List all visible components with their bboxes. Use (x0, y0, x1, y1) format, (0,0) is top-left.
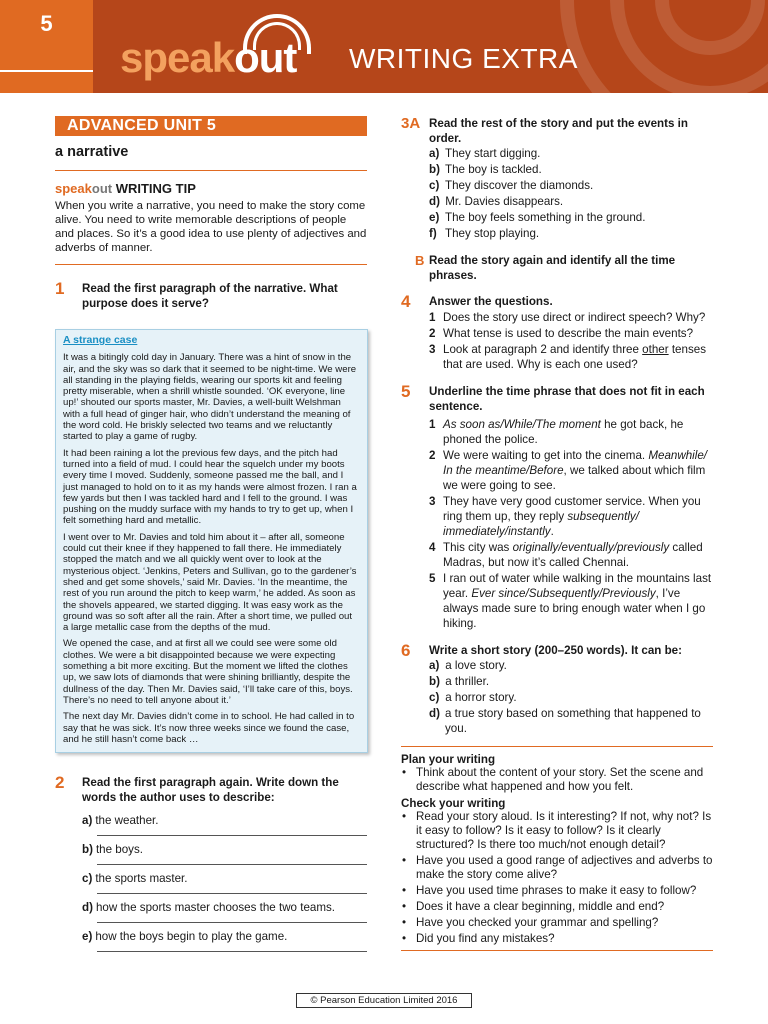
list-item (429, 658, 713, 674)
question-number: 5 (401, 382, 411, 401)
item-text-pre: I ran out of water while walking in the mountains last year. (443, 572, 712, 600)
copyright-footer: © Pearson Education Limited 2016 (296, 993, 472, 1008)
item-text: the sports master. (95, 872, 188, 886)
tip-logo-out: out (91, 181, 113, 196)
list-item (429, 146, 713, 162)
story-paragraph: We opened the case, and at first all we could see were some old clothes. We were a bit disappointed because we were expecting something a bit more exciting. But the moment we lifted the clothes up, we saw lots of diamonds that were shining brilliantly, despite the dullness of the day. Then Mr. Davies said, ‘I’ll take care of this, boys. There’s no need to tell anyone about it.’ (63, 638, 353, 706)
question-number: 4 (401, 292, 411, 311)
item-text: a horror story. (445, 691, 517, 704)
story-paragraph: It had been raining a lot the previous few days, and the pitch had turned into a field of mud. I could hear the squelch under my boots every time I moved. Suddenly, someone passed me the ball, and I just managed to hold on to it as my hands were almost frozen. I ran a few yards but then I was tackled hard and I fell to the ground. I was pushing on the muddy surface with my hands to try to get up, when I felt something hard and metallic. (63, 447, 357, 527)
answer-line-item (82, 901, 367, 921)
underlined-word: other (642, 343, 669, 356)
question-number: 3A (401, 115, 421, 132)
item-text-a: , we talked about which film we were going to see. (443, 464, 706, 492)
item-text: a true story based on something that happened to you. (445, 707, 701, 735)
item-text-a: , I’ve always made sure to bring enough water when I go hiking. (443, 587, 706, 630)
item-text: They stop playing. (445, 227, 540, 240)
answer-line-item (82, 930, 367, 950)
unit-title: ADVANCED UNIT 5 (55, 116, 367, 136)
item-text-a: called Madras, but now it’s called Chennai. (443, 541, 703, 569)
bullet-text: Does it have a clear beginning, middle and end? (416, 900, 665, 913)
item-text: They start digging. (445, 147, 541, 160)
question-3a (401, 116, 713, 146)
check-heading: Check your writing (401, 797, 506, 810)
list-item (429, 326, 713, 341)
item-letter: b) (429, 675, 440, 688)
list-item (429, 540, 713, 570)
bullet-item (401, 854, 713, 882)
item-text-b: tenses that are used. Why is each one used? (443, 343, 706, 371)
story-paragraph: It was a bitingly cold day in January. There was a hint of snow in the air, and the sky was so dark that it seemed to be night-time. We were all standing in the playing fields, wearing our sports kit and feeling pretty miserable, when a shrill whistle sounded. ‘OK everyone, line up!’ shouted our sports master, Mr. Davies, a well-built Welshman with a full head of ginger hair, who didn’t understand the meaning of the word cold. He briskly selected two teams and we reluctantly started to play a game of rugby. (63, 352, 357, 443)
answer-line-item (82, 843, 367, 863)
tip-logo-speak: speak (55, 181, 92, 196)
item-text-pre: They have very good customer service. When you ring them up, they reply (443, 495, 701, 523)
question-6 (401, 643, 713, 658)
item-text: the weather. (95, 814, 159, 828)
time-phrase-options[interactable]: As soon as/While/The moment (443, 418, 601, 431)
plan-heading: Plan your writing (401, 753, 496, 766)
list-item (429, 690, 713, 706)
bullet-text: Read your story aloud. Is it interesting? If not, why not? Is it easy to follow? Is it easy to follow? Is it clearly structured? Is there too much/not enough detail? (416, 810, 712, 851)
item-text: a love story. (445, 659, 507, 672)
list-item (429, 706, 713, 736)
logo-speak: speak (120, 34, 235, 81)
item-text (443, 342, 713, 372)
answer-line[interactable] (97, 922, 367, 923)
item-text: how the boys begin to play the game. (95, 930, 288, 944)
bullet-text: Have you used time phrases to make it easy to follow? (416, 884, 697, 897)
time-phrase-options[interactable]: Ever since/Subsequently/Previously (471, 587, 656, 600)
item-letter: c) (429, 179, 440, 192)
page-header (0, 0, 768, 93)
list-item (429, 494, 713, 539)
question-text: Answer the questions. (429, 295, 553, 308)
question-text: Read the first paragraph again. Write down the words the author uses to describe: (82, 776, 339, 805)
answer-line-item (82, 814, 367, 834)
item-text-a: he got back, he phoned the police. (443, 418, 684, 446)
item-letter: a) (82, 814, 93, 828)
item-text (443, 571, 713, 631)
list-item (429, 226, 713, 242)
item-text-pre: This city was (443, 541, 513, 554)
story-paragraph: The next day Mr. Davies didn’t come in to school. He had called in to say that he was sick. It’s now three weeks since we found the case, and he still hasn’t come back … (63, 711, 355, 745)
item-letter: e) (429, 211, 440, 224)
time-phrase-options[interactable]: originally/eventually/previously (512, 541, 670, 554)
item-letter: c) (82, 872, 93, 886)
item-number: 4 (429, 541, 436, 554)
bullet-icon: • (402, 766, 407, 779)
bullet-icon: • (402, 810, 407, 823)
item-number: 5 (429, 572, 436, 585)
speakout-logo (120, 34, 296, 82)
item-text: the boys. (95, 843, 144, 857)
item-text: Does the story use direct or indirect speech? Why? (443, 311, 706, 324)
item-letter: b) (82, 843, 93, 857)
item-text (443, 417, 713, 447)
item-letter: f) (429, 227, 437, 240)
bullet-text: Did you find any mistakes? (416, 932, 555, 945)
item-letter: d) (82, 901, 93, 915)
bullet-icon: • (402, 916, 407, 929)
answer-line-item (82, 872, 367, 892)
logo-out: out (234, 34, 297, 81)
item-text-a: . (550, 525, 554, 538)
list-item (429, 310, 713, 325)
question-2 (55, 775, 367, 805)
item-number: 3 (429, 343, 436, 356)
question-number: 6 (401, 641, 411, 660)
item-text (443, 494, 713, 539)
list-item (429, 674, 713, 690)
time-phrase-options[interactable]: subsequently/ immediately/instantly (443, 510, 639, 538)
right-column (401, 116, 713, 951)
question-text: Write a short story (200–250 words). It can be: (429, 644, 682, 657)
list-item (429, 417, 713, 447)
section-title: WRITING EXTRA (349, 43, 578, 74)
question-number: 1 (55, 279, 65, 298)
bullet-icon: • (402, 900, 407, 913)
writing-tip-text: When you write a narrative, you need to make the story come alive. You need to write memorable descriptions of people and places. So it’s a good idea to use plenty of adjectives and adverbs of manner. (55, 199, 367, 265)
list-item (429, 194, 713, 210)
item-text: What tense is used to describe the main events? (443, 327, 694, 340)
item-number: 1 (429, 311, 436, 324)
item-text-a: Look at paragraph 2 and identify three (443, 343, 643, 356)
genre-subtitle: a narrative (55, 144, 129, 160)
bullet-item (401, 810, 713, 852)
bullet-item (401, 900, 713, 914)
list-item (429, 342, 713, 372)
question-text: Read the first paragraph of the narrative. What purpose does it serve? (82, 282, 338, 310)
item-number: 3 (429, 495, 436, 508)
left-column (55, 116, 367, 950)
plan-box (401, 746, 713, 951)
answer-line[interactable] (97, 864, 367, 865)
item-number: 2 (429, 327, 436, 340)
time-phrase-options[interactable]: Meanwhile/ In the meantime/Before (443, 449, 708, 477)
item-text (443, 448, 713, 493)
story-paragraph: I went over to Mr. Davies and told him about it – after all, someone could cut their knee if they happened to fall there. He immediately stopped the match and we all quickly went over to look at the mysterious object. ‘Jenkins, Peters and Sullivan, go to the gardener’s shed and get some shovels,’ said Mr. Davies. ‘In the meantime, the rest of you run around the pitch to keep warm,’ he added. As soon as the shovels appeared, we started digging. It was easy work as the ground was so soft after all the rain. After a short time, we pulled out a large metallic case from the depths of the mud. (63, 531, 357, 634)
question-text: Read the rest of the story and put the events in order. (429, 117, 688, 145)
list-item (429, 448, 713, 493)
bullet-item (401, 916, 713, 930)
list-item (429, 571, 713, 631)
bullet-item (401, 884, 713, 898)
bullet-icon: • (402, 932, 407, 945)
question-3b (401, 253, 713, 283)
item-text: a thriller. (445, 675, 490, 688)
bullet-item (401, 766, 713, 794)
item-text (443, 540, 713, 570)
question-1 (55, 281, 367, 311)
item-number: 2 (429, 449, 436, 462)
plan-bottom-rule (401, 950, 713, 951)
bullet-icon: • (402, 854, 407, 867)
item-number: 1 (429, 418, 436, 431)
question-text: Underline the time phrase that does not fit in each sentence. (429, 385, 705, 413)
item-letter: d) (429, 195, 440, 208)
bullet-text: Have you checked your grammar and spelling? (416, 916, 659, 929)
answer-line[interactable] (97, 951, 367, 952)
item-text: The boy is tackled. (445, 163, 542, 176)
item-text: Mr. Davies disappears. (445, 195, 564, 208)
unit-number: 5 (0, 0, 93, 72)
question-number: B (415, 253, 425, 268)
item-letter: e) (82, 930, 93, 944)
tip-title: WRITING TIP (115, 181, 196, 196)
item-text-pre: We were waiting to get into the cinema. (443, 449, 649, 462)
story-box (55, 329, 368, 753)
item-letter: a) (429, 147, 440, 160)
question-text: Read the story again and identify all the time phrases. (429, 254, 676, 282)
question-5 (401, 384, 713, 414)
list-item (429, 162, 713, 178)
item-letter: d) (429, 707, 440, 720)
item-text: The boy feels something in the ground. (445, 211, 646, 224)
item-text: They discover the diamonds. (445, 179, 594, 192)
bullet-item (401, 932, 713, 946)
bullet-icon: • (402, 884, 407, 897)
story-title: A strange case (63, 334, 138, 346)
bullet-text: Think about the content of your story. Set the scene and describe what happened and how you felt. (416, 766, 704, 793)
item-text: how the sports master chooses the two teams. (95, 901, 336, 915)
writing-tip-heading (55, 170, 367, 196)
item-letter: a) (429, 659, 440, 672)
answer-line[interactable] (97, 835, 367, 836)
question-number: 2 (55, 773, 65, 793)
question-4 (401, 294, 713, 309)
unit-number-block (0, 0, 93, 93)
list-item (429, 178, 713, 194)
bullet-text: Have you used a good range of adjectives and adverbs to make the story come alive? (416, 854, 713, 881)
list-item (429, 210, 713, 226)
item-letter: b) (429, 163, 440, 176)
answer-line[interactable] (97, 893, 367, 894)
item-letter: c) (429, 691, 440, 704)
